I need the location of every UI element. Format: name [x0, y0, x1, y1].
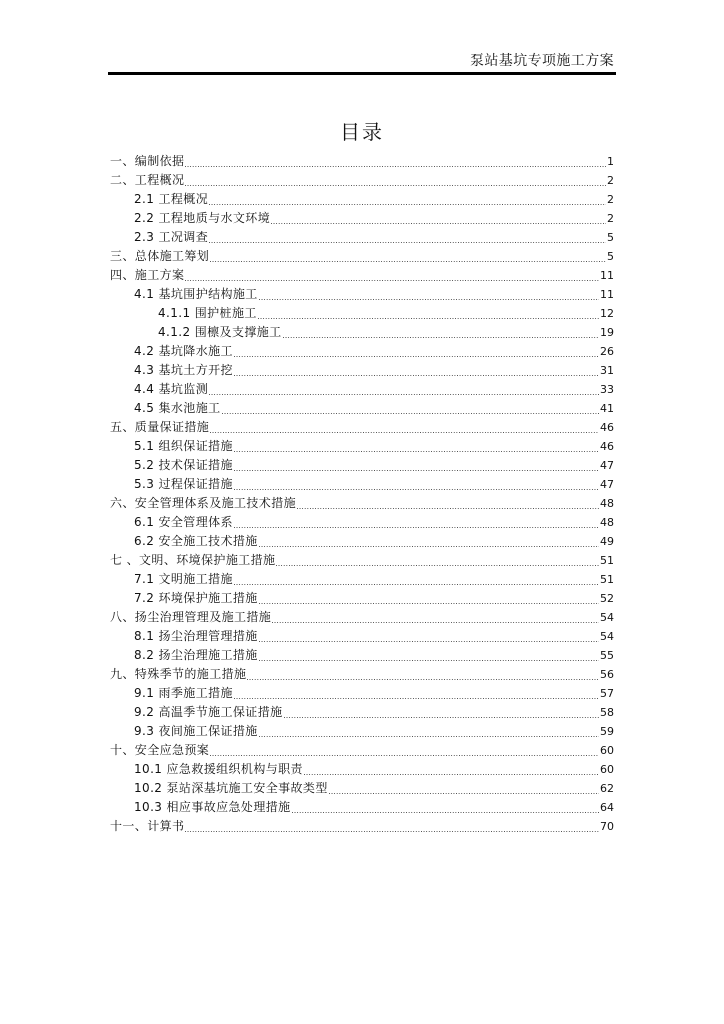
toc-entry-title: 十一、计算书	[110, 819, 185, 833]
toc-section-entry	[110, 779, 614, 798]
toc-section-entry	[110, 703, 614, 722]
toc-chapter-entry	[110, 665, 614, 684]
header-rule	[108, 72, 616, 75]
toc-entry-title: 4.1.2 围檩及支撑施工	[158, 325, 282, 339]
toc-entry-title: 10.1 应急救援组织机构与职责	[134, 762, 303, 776]
toc-entry-title: 2.3 工况调查	[134, 230, 209, 244]
toc-entry-title: 一、编制依据	[110, 154, 185, 168]
dot-leader	[292, 798, 599, 817]
toc-entry-title: 10.2 泵站深基坑施工安全事故类型	[134, 781, 328, 795]
dot-leader	[234, 684, 599, 703]
toc-entry-title: 6.2 安全施工技术措施	[134, 534, 258, 548]
dot-leader	[276, 551, 599, 570]
dot-leader	[259, 627, 599, 646]
toc-chapter-entry	[110, 817, 614, 836]
dot-leader	[234, 456, 599, 475]
dot-leader	[259, 532, 599, 551]
dot-leader	[329, 779, 599, 798]
dot-leader	[259, 285, 599, 304]
toc-entry-page: 26	[600, 345, 614, 358]
dot-leader	[234, 361, 599, 380]
toc-entry-page: 56	[600, 668, 614, 681]
toc-entry-title: 十、安全应急预案	[110, 743, 210, 757]
toc-entry-page: 48	[600, 497, 614, 510]
toc-section-entry	[110, 570, 614, 589]
toc-entry-title: 4.1.1 围护桩施工	[158, 306, 257, 320]
toc-section-entry	[110, 475, 614, 494]
dot-leader	[185, 266, 599, 285]
toc-entry-page: 55	[600, 649, 614, 662]
toc-entry-title: 9.3 夜间施工保证措施	[134, 724, 258, 738]
toc-entry-page: 2	[607, 174, 614, 187]
toc-entry-page: 54	[600, 611, 614, 624]
dot-leader	[210, 741, 599, 760]
toc-section-entry	[110, 513, 614, 532]
toc-section-entry	[110, 798, 614, 817]
toc-entry-title: 9.2 高温季节施工保证措施	[134, 705, 283, 719]
dot-leader	[284, 703, 600, 722]
toc-chapter-entry	[110, 247, 614, 266]
toc-entry-page: 2	[607, 193, 614, 206]
toc-section-entry	[110, 209, 614, 228]
table-of-contents	[110, 152, 614, 836]
toc-entry-page: 46	[600, 440, 614, 453]
toc-entry-title: 七 、文明、环境保护施工措施	[110, 553, 276, 567]
toc-chapter-entry	[110, 418, 614, 437]
toc-entry-title: 6.1 安全管理体系	[134, 515, 233, 529]
toc-entry-page: 60	[600, 763, 614, 776]
toc-entry-page: 60	[600, 744, 614, 757]
dot-leader	[259, 646, 599, 665]
dot-leader	[272, 608, 599, 627]
dot-leader	[185, 817, 599, 836]
toc-entry-title: 4.1 基坑围护结构施工	[134, 287, 258, 301]
toc-section-entry	[110, 646, 614, 665]
dot-leader	[234, 570, 599, 589]
dot-leader	[185, 171, 606, 190]
toc-entry-page: 48	[600, 516, 614, 529]
toc-section-entry	[110, 437, 614, 456]
toc-entry-page: 47	[600, 459, 614, 472]
dot-leader	[234, 475, 599, 494]
toc-entry-page: 57	[600, 687, 614, 700]
toc-entry-page: 49	[600, 535, 614, 548]
toc-entry-page: 11	[600, 288, 614, 301]
toc-entry-page: 59	[600, 725, 614, 738]
dot-leader	[271, 209, 606, 228]
toc-section-entry	[110, 532, 614, 551]
toc-entry-page: 58	[600, 706, 614, 719]
dot-leader	[185, 152, 606, 171]
dot-leader	[209, 190, 606, 209]
toc-entry-page: 54	[600, 630, 614, 643]
toc-entry-title: 5.2 技术保证措施	[134, 458, 233, 472]
toc-heading: 目录	[340, 120, 384, 144]
toc-subsection-entry	[110, 304, 614, 323]
toc-entry-title: 2.1 工程概况	[134, 192, 209, 206]
toc-entry-page: 1	[607, 155, 614, 168]
toc-entry-title: 4.2 基坑降水施工	[134, 344, 233, 358]
dot-leader	[210, 247, 606, 266]
dot-leader	[283, 323, 599, 342]
toc-entry-title: 三、总体施工筹划	[110, 249, 210, 263]
toc-entry-page: 46	[600, 421, 614, 434]
toc-entry-page: 51	[600, 573, 614, 586]
toc-entry-title: 四、施工方案	[110, 268, 185, 282]
toc-entry-page: 19	[600, 326, 614, 339]
dot-leader	[259, 589, 599, 608]
toc-entry-title: 六、安全管理体系及施工技术措施	[110, 496, 297, 510]
toc-entry-page: 64	[600, 801, 614, 814]
toc-section-entry	[110, 380, 614, 399]
toc-section-entry	[110, 228, 614, 247]
toc-section-entry	[110, 285, 614, 304]
dot-leader	[259, 722, 599, 741]
toc-entry-page: 70	[600, 820, 614, 833]
dot-leader	[297, 494, 599, 513]
toc-entry-page: 62	[600, 782, 614, 795]
toc-entry-title: 5.3 过程保证措施	[134, 477, 233, 491]
toc-entry-page: 11	[600, 269, 614, 282]
toc-entry-page: 12	[600, 307, 614, 320]
toc-section-entry	[110, 722, 614, 741]
toc-entry-page: 52	[600, 592, 614, 605]
toc-entry-title: 八、扬尘治理管理及施工措施	[110, 610, 272, 624]
toc-entry-title: 10.3 相应事故应急处理措施	[134, 800, 291, 814]
dot-leader	[234, 342, 599, 361]
toc-entry-title: 8.1 扬尘治理管理措施	[134, 629, 258, 643]
running-header-title: 泵站基坑专项施工方案	[470, 53, 614, 69]
toc-entry-title: 5.1 组织保证措施	[134, 439, 233, 453]
toc-section-entry	[110, 361, 614, 380]
toc-section-entry	[110, 190, 614, 209]
dot-leader	[234, 513, 599, 532]
toc-section-entry	[110, 684, 614, 703]
toc-entry-title: 9.1 雨季施工措施	[134, 686, 233, 700]
dot-leader	[234, 437, 599, 456]
toc-entry-title: 2.2 工程地质与水文环境	[134, 211, 271, 225]
toc-entry-page: 47	[600, 478, 614, 491]
dot-leader	[210, 418, 599, 437]
toc-entry-page: 33	[600, 383, 614, 396]
toc-section-entry	[110, 456, 614, 475]
toc-chapter-entry	[110, 171, 614, 190]
dot-leader	[247, 665, 599, 684]
toc-section-entry	[110, 589, 614, 608]
dot-leader	[209, 380, 599, 399]
toc-subsection-entry	[110, 323, 614, 342]
toc-section-entry	[110, 399, 614, 418]
toc-section-entry	[110, 627, 614, 646]
toc-section-entry	[110, 342, 614, 361]
toc-entry-title: 五、质量保证措施	[110, 420, 210, 434]
toc-entry-title: 4.5 集水池施工	[134, 401, 221, 415]
dot-leader	[222, 399, 600, 418]
toc-entry-title: 7.2 环境保护施工措施	[134, 591, 258, 605]
toc-entry-title: 4.4 基坑监测	[134, 382, 209, 396]
dot-leader	[209, 228, 606, 247]
toc-chapter-entry	[110, 494, 614, 513]
toc-entry-page: 51	[600, 554, 614, 567]
toc-entry-title: 7.1 文明施工措施	[134, 572, 233, 586]
dot-leader	[258, 304, 599, 323]
toc-entry-page: 5	[607, 231, 614, 244]
toc-chapter-entry	[110, 551, 614, 570]
toc-entry-title: 8.2 扬尘治理施工措施	[134, 648, 258, 662]
dot-leader	[304, 760, 599, 779]
toc-entry-page: 2	[607, 212, 614, 225]
toc-section-entry	[110, 760, 614, 779]
toc-entry-title: 九、特殊季节的施工措施	[110, 667, 247, 681]
toc-entry-page: 41	[600, 402, 614, 415]
toc-entry-page: 31	[600, 364, 614, 377]
toc-entry-page: 5	[607, 250, 614, 263]
toc-entry-title: 二、工程概况	[110, 173, 185, 187]
toc-chapter-entry	[110, 266, 614, 285]
toc-chapter-entry	[110, 741, 614, 760]
toc-entry-title: 4.3 基坑土方开挖	[134, 363, 233, 377]
toc-chapter-entry	[110, 608, 614, 627]
toc-chapter-entry	[110, 152, 614, 171]
